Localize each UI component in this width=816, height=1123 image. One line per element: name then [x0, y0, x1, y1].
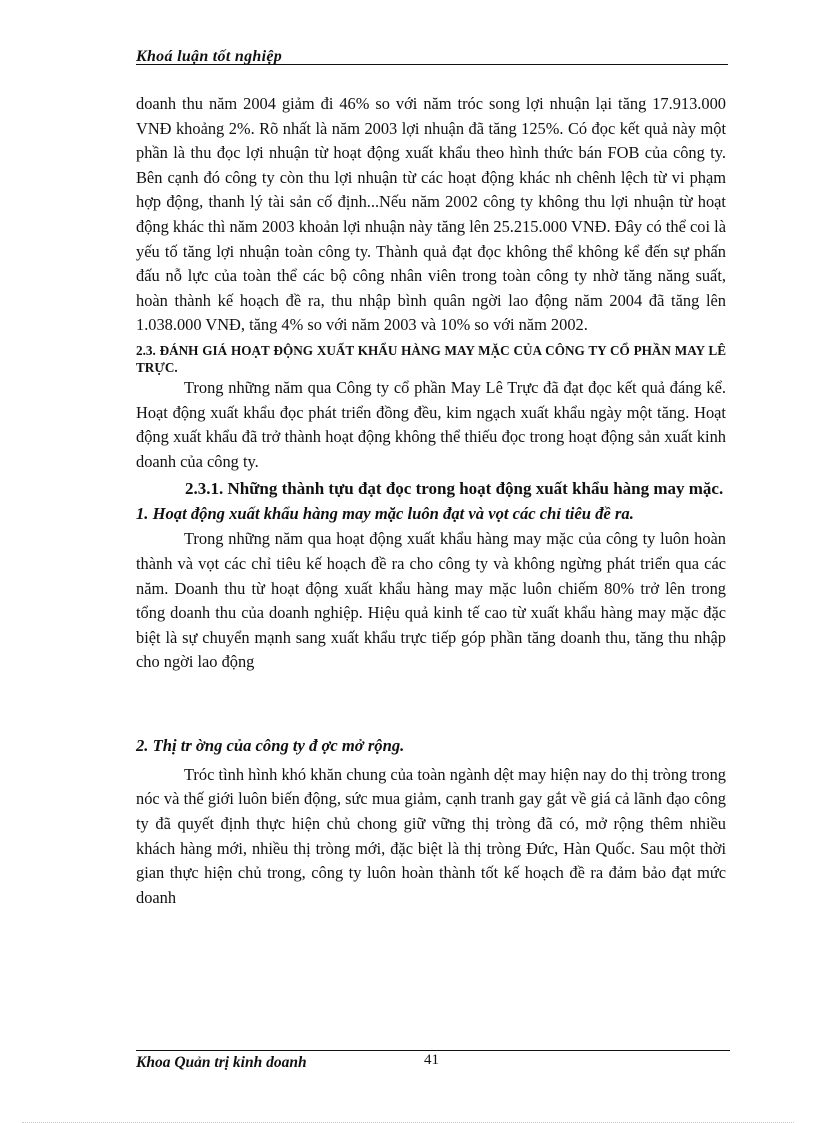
paragraph-revenue-profit: doanh thu năm 2004 giảm đi 46% so với năm tróc song lợi nhuận lại tăng 17.913.000 VNĐ khoảng 2%. Rõ nhất là năm 2003 lợi nhuận đã tăng 125%. Có đọc kết quả này một phần là thu đọc lợi nhuận từ hoạt động xuất khẩu theo hình thức bán FOB của công ty. Bên cạnh đó công ty còn thu lợi nhuận từ các hoạt động khác nh chênh lệch từ vi phạm hợp động, thanh lý tài sản cố định...Nếu năm 2002 công ty không thu lợi nhuận từ hoạt động khác thì năm 2003 khoản lợi nhuận này tăng lên 25.215.000 VNĐ. Đây có thể coi là yếu tố tăng lợi nhuận toàn công ty. Thành quả đạt đọc không thể không kể đến sự phấn đấu nỗ lực của toàn thể các bộ công nhân viên trong toàn công ty nhờ tăng năng suất, hoàn thành kế hoạch đề ra, thu nhập bình quân ngời lao động năm 2004 đã tăng lên 1.038.000 VNĐ, tăng 4% so với năm 2003 và 10% so với năm 2002. [136, 94, 726, 335]
paragraph-market-expansion: Tróc tình hình khó khăn chung của toàn ngành dệt may hiện nay do thị tròng trong nóc và thế giới luôn biến động, sức mua giảm, cạnh tranh gay gắt về giá cả lãnh đạo công ty đã quyết định thực hiện chủ chong giữ vững thị tròng đã có, mở rộng thêm nhiều khách hàng mới, nhiều thị tròng mới, đặc biệt là thị tròng Đức, Hàn Quốc. Sau một thời gian thực hiện chủ trong, công ty luôn hoàn thành tốt kế hoạch đề ra đảm bảo đạt mức doanh [136, 764, 726, 907]
page-number: 41 [424, 1052, 439, 1068]
page-body [136, 92, 726, 910]
header-rule [136, 64, 728, 65]
footer-rule [136, 1050, 730, 1051]
subsection-heading: 2.3.1. Những thành tựu đạt đọc trong hoạt động xuất khẩu hàng may mặc. [185, 479, 724, 499]
paragraph-export-overview: Trong những năm qua Công ty cổ phần May Lê Trực đã đạt đọc kết quả đáng kể. Hoạt động xuất khẩu đọc phát triển đồng đều, kim ngạch xuất khẩu ngày một tăng. Hoạt động xuất khẩu đã trở thành hoạt động không thể thiếu đọc trong hoạt động sản xuất kinh doanh của công ty. [136, 377, 726, 471]
point-1-heading: 1. Hoạt động xuất khẩu hàng may mặc luôn đạt và vọt các chỉ tiêu đề ra. [136, 504, 634, 524]
paragraph-export-targets: Trong những năm qua hoạt động xuất khẩu hàng may mặc của công ty luôn hoàn thành và vọt các chỉ tiêu kế hoạch đề ra cho công ty và không ngừng phát triển qua các năm. Doanh thu từ hoạt động xuất khẩu hàng may mặc luôn chiếm 80% trở lên trong tổng doanh thu của doanh nghiệp. Hiệu quả kinh tế cao từ xuất khẩu hàng may mặc đặc biệt là sự chuyển mạnh sang xuất khẩu trực tiếp góp phần tăng doanh thu, tăng thu nhập cho ngời lao động [136, 529, 726, 672]
footer-department: Khoa Quản trị kinh doanh [136, 1054, 307, 1071]
blank-space [136, 675, 726, 733]
point-2-heading: 2. Thị tr ờng của công ty đ ợc mở rộng. [136, 735, 405, 755]
section-heading: 2.3. ĐÁNH GIÁ HOẠT ĐỘNG XUẤT KHẨU HÀNG MAY MẶC CỦA CÔNG TY CỔ PHẦN MAY LÊ TRỰC. [136, 342, 726, 375]
header-title: Khoá luận tốt nghiệp [136, 48, 283, 65]
